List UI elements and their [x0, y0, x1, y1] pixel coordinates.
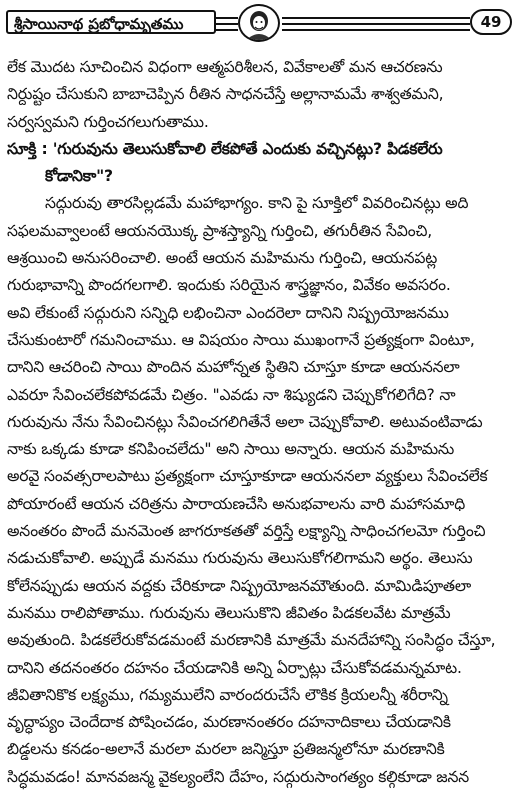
- text-line: గురువును నేను సేవించినట్లు సేవించగలిగితేనే అలా చెప్పుకోవాలి. అటువంటివాడు: [7, 412, 483, 431]
- text-line: నిర్దుష్టం చేసుకుని బాబాచెప్పిన రీతిన సాధనచేస్తే అల్లానామమే శాశ్వతమని,: [7, 85, 444, 104]
- text-line: బిడ్డలను కనడం-అలానే మరలా మరలా జన్మిస్తూ ప్రతిజన్మలోనూ మరణానికి: [7, 740, 445, 759]
- text-line: దానిని ఆచరించి సాయి పొందిన మహోన్నత స్థితిని చూస్తూ కూడా ఆయననలా: [7, 358, 460, 377]
- text-line: ఎవరూ సేవించలేకపోవడమే చిత్రం. "ఎవడు నా శిష్యుడని చెప్పుకోగలిగేది? నా: [7, 385, 456, 404]
- text-line: సఫలమవ్వాలంటే ఆయనయొక్క ప్రాశస్త్యాన్ని గుర్తించి, తగురీతిన సేవించి,: [7, 221, 432, 240]
- header-rule: [216, 17, 238, 19]
- text-line: అరవై సంవత్సరాలపాటు ప్రత్యక్షంగా చూస్తూకూడా ఆయననలా వ్యక్తులు సేవించలేక: [7, 467, 488, 486]
- page-header: [6, 4, 512, 42]
- text-line: నడుచుకోవాలి. అప్పుడే మనము గురువును తెలుసుకోగలిగామని అర్థం. తెలుసు: [7, 549, 473, 568]
- text-line: సద్గురువు తారసిల్లడమే మహాభాగ్యం. కాని పై సూక్తిలో వివరించినట్లు అది: [45, 194, 469, 213]
- sukti-heading: సూక్తి : 'గురువును తెలుసుకోవాలి లేకపోతే ఎందుకు వచ్చినట్లు? పిడకలేరు: [7, 139, 443, 158]
- text-line: జీవితానికొక లక్ష్యము, గమ్యములేని వారందరుచేసే లౌకిక క్రియలన్నీ శరీరాన్ని: [7, 685, 448, 704]
- text-line: చేసుకుంటారో గమనించాము. ఆ విషయం సాయి ముఖంగానే ప్రత్యక్షంగా వింటూ,: [7, 330, 475, 349]
- header-rule: [282, 29, 470, 31]
- header-rule: [216, 29, 238, 31]
- text-line: మనము రాలిపోతాము. గురువును తెలుసుకొని జీవితం పిడకలవేట మాత్రమే: [7, 603, 451, 622]
- header-rule: [282, 17, 470, 19]
- text-line: అనంతరం పొందే మనమెంత జాగరూకతతో వర్తిస్తే లక్ష్యాన్ని సాధించగలమో గుర్తించి: [7, 522, 486, 541]
- page-body: [7, 54, 512, 791]
- text-line: లేక మొదట సూచించిన విధంగా ఆత్మపరిశీలన, వివేకాలతో మన ఆచరణను: [7, 58, 443, 76]
- text-line: పోయారంటే ఆయన చరిత్రను పారాయణచేసి అనుభవాలను వారి మహాసమాధి: [7, 494, 466, 513]
- book-title: శ్రీసాయినాథ ప్రబోధామృతము: [6, 10, 216, 34]
- page-number: 49: [470, 9, 512, 35]
- text-line: కోలేనప్పుడు ఆయన వద్దకు చేరికూడా నిష్ప్రయోజనమౌతుంది. మామిడిపూతలా: [7, 576, 471, 595]
- text-line: దానిని తదనంతరం దహనం చేయడానికి అన్ని ఏర్పాట్లు చేసుకోవడమన్నమాట.: [7, 658, 462, 677]
- text-line: నాకు ఒక్కడు కూడా కనిపించలేదు" అని సాయి అన్నారు. ఆయన మహిమను: [7, 440, 455, 459]
- text-line: అవుతుంది. పిడకలేరుకోవడమంటే మరణానికి మాత్రమే మనదేహాన్ని సంసిద్ధం చేస్తూ,: [7, 631, 496, 650]
- header-rule: [216, 23, 238, 25]
- saibaba-portrait-image: [238, 4, 280, 42]
- text-line: ఆశ్రయించి అనుసరించాలి. అంటే ఆయన మహిమను గుర్తించి, ఆయనపట్ల: [7, 249, 438, 268]
- sukti-heading-continued: కోడానికా"?: [45, 167, 113, 186]
- header-rule: [282, 23, 470, 25]
- text-line: అవి లేకుంటే సద్గురుని సన్నిధి లభించినా ఎందరెలా దానిని నిష్ప్రయోజనము: [7, 303, 449, 322]
- text-line: సర్వస్వమని గుర్తించగలుగుతాము.: [7, 112, 209, 131]
- text-line: వృద్ధాప్యం చెందేదాక పోషించడం, మరణానంతరం దహనాదికాలు చేయడానికి: [7, 713, 451, 732]
- text-line: సిద్ధమవడం! మానవజన్మ వైకల్యంలేని దేహం, సద్గురుసాంగత్యం కల్గికూడా జనన: [7, 767, 469, 786]
- text-line: గురుభావాన్ని పొందగలగాలి. ఇందుకు సరియైన శాస్త్రజ్ఞానం, వివేకం అవసరం.: [7, 276, 451, 295]
